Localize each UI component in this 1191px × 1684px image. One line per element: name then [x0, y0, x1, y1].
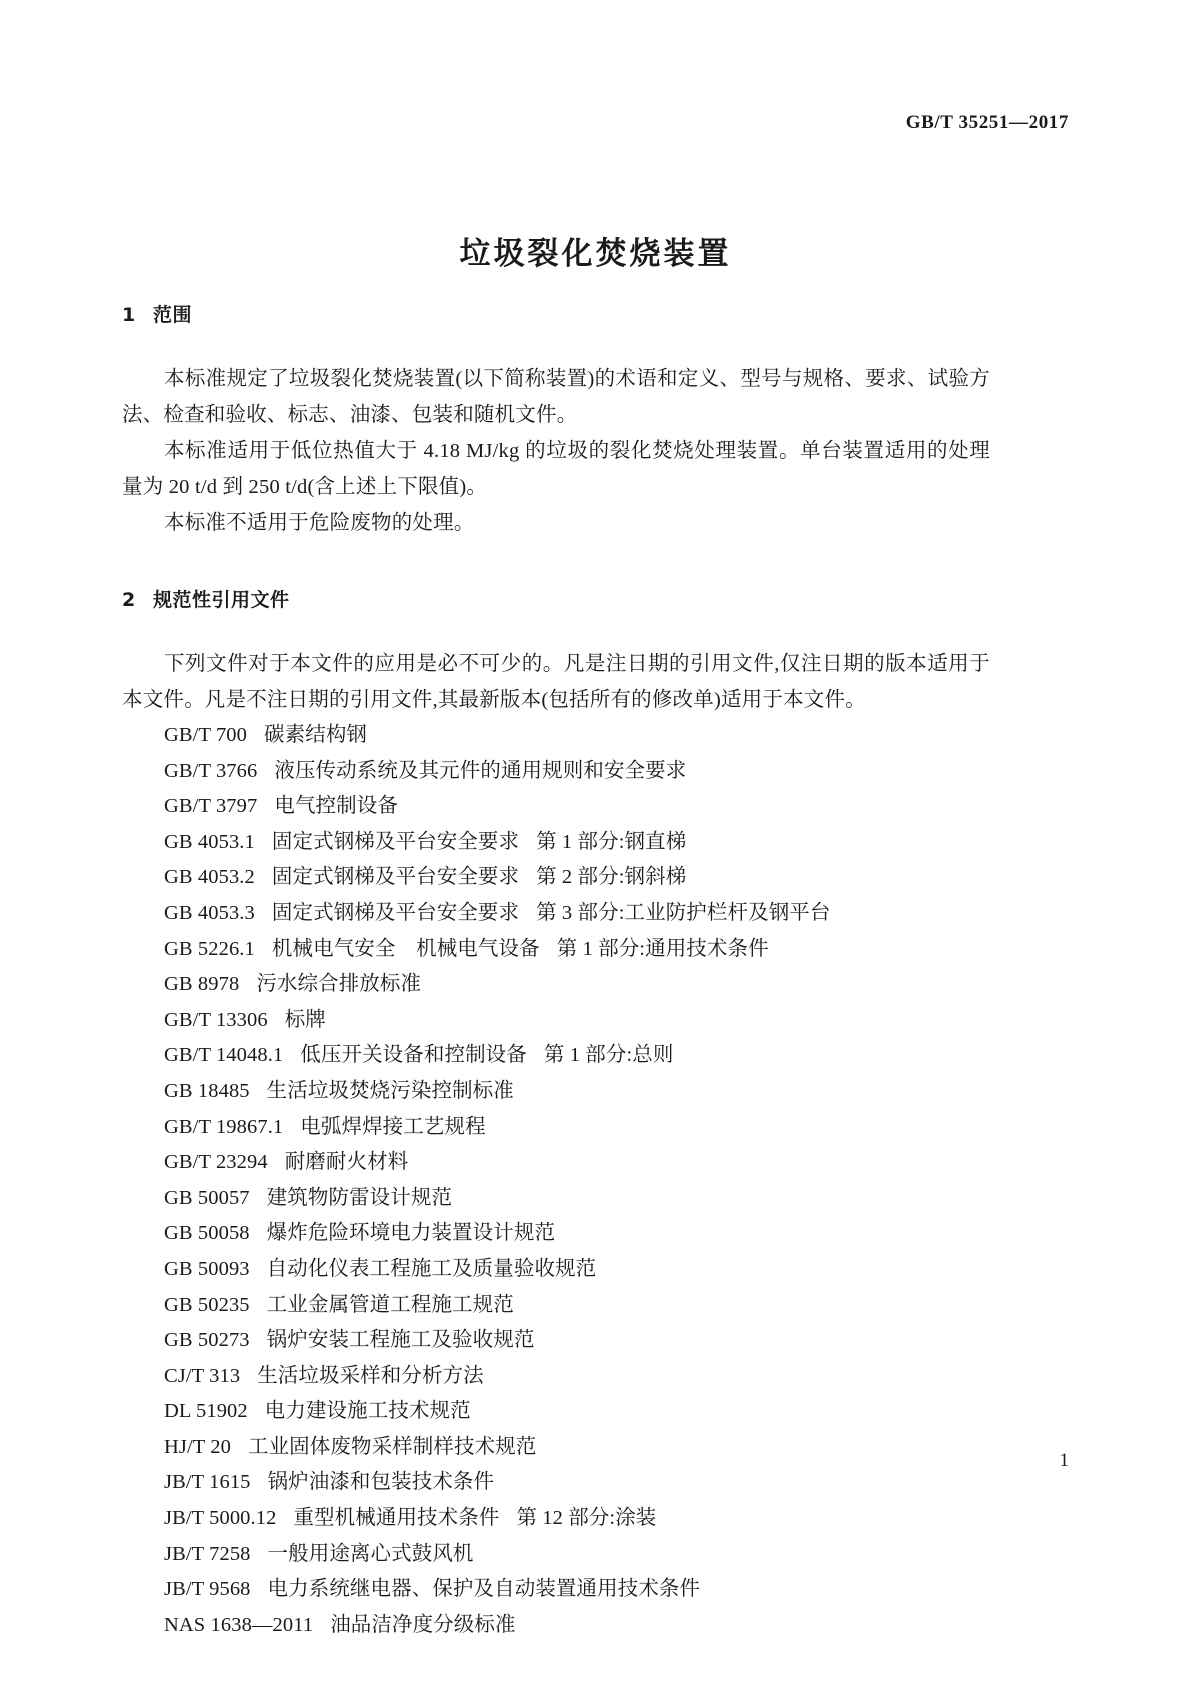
list-item [122, 1181, 990, 1217]
reference-title: 重型机械通用技术条件 [293, 1507, 500, 1530]
reference-title: 耐磨耐火材料 [284, 1151, 409, 1174]
paragraph: 本标准不适用于危险废物的处理。 [164, 512, 475, 534]
reference-code: GB 5226.1 [164, 937, 255, 960]
paragraph: 下列文件对于本文件的应用是必不可少的。凡是注日期的引用文件,仅注日期的版本适用于本文件。凡是不注日期的引用文件,其最新版本(包括所有的修改单)适用于本文件。 [122, 653, 990, 711]
spacer [122, 541, 990, 585]
reference-code: GB/T 700 [164, 724, 248, 746]
reference-title: 锅炉油漆和包装技术条件 [267, 1471, 495, 1494]
normative-reference-list [122, 718, 990, 1643]
paragraph: 本标准规定了垃圾裂化焚烧装置(以下简称装置)的术语和定义、型号与规格、要求、试验方法、检查和验收、标志、油漆、包装和随机文件。 [122, 368, 990, 426]
section-number: 1 [122, 304, 136, 326]
running-header-standard-code: GB/T 35251—2017 [905, 112, 1069, 133]
spacer [122, 327, 990, 361]
reference-title: 固定式钢梯及平台安全要求 [271, 830, 520, 853]
reference-title: 固定式钢梯及平台安全要求 [271, 866, 520, 889]
list-item [122, 1394, 990, 1430]
reference-code: CJ/T 313 [164, 1364, 241, 1387]
list-item [122, 1501, 990, 1537]
reference-code: GB 50058 [164, 1222, 250, 1245]
list-item [122, 1537, 990, 1573]
reference-code: GB/T 13306 [164, 1008, 268, 1031]
list-item [122, 1145, 990, 1181]
reference-code: GB 8978 [164, 973, 240, 996]
list-item [122, 754, 990, 790]
reference-title: 一般用途离心式鼓风机 [267, 1542, 474, 1565]
list-item [122, 825, 990, 861]
reference-part: 第 1 部分:通用技术条件 [556, 937, 769, 960]
list-item [122, 1038, 990, 1074]
paragraph: 本标准适用于低位热值大于 4.18 MJ/kg 的垃圾的裂化焚烧处理装置。单台装置适用的处理量为 20 t/d 到 250 t/d(含上述上下限值)。 [122, 440, 990, 498]
list-item [122, 1430, 990, 1466]
document-content [122, 300, 990, 1643]
reference-code: GB/T 14048.1 [164, 1044, 284, 1067]
page-title: 垃圾裂化焚烧装置 [459, 235, 732, 272]
reference-part: 第 1 部分:钢直梯 [536, 830, 687, 853]
reference-code: GB 18485 [164, 1079, 250, 1102]
reference-code: NAS 1638—2011 [164, 1613, 314, 1636]
reference-title: 油品洁净度分级标准 [330, 1613, 516, 1636]
reference-code: GB 4053.2 [164, 866, 255, 889]
list-item [122, 789, 990, 825]
spacer [122, 612, 990, 646]
list-item [122, 718, 990, 754]
reference-title: 液压传动系统及其元件的通用规则和安全要求 [274, 759, 687, 782]
section-heading-normative-references [122, 585, 990, 612]
list-item [122, 1572, 990, 1608]
reference-code: GB/T 19867.1 [164, 1115, 284, 1138]
reference-title: 污水综合排放标准 [256, 973, 422, 996]
reference-title: 爆炸危险环境电力装置设计规范 [266, 1222, 556, 1245]
list-item [122, 1608, 990, 1644]
list-item [122, 1288, 990, 1324]
list-item [122, 967, 990, 1003]
reference-title: 电力系统继电器、保护及自动装置通用技术条件 [267, 1578, 701, 1601]
reference-part: 第 3 部分:工业防护栏杆及钢平台 [536, 901, 831, 924]
reference-title: 工业金属管道工程施工规范 [266, 1293, 514, 1316]
reference-code: DL 51902 [164, 1400, 248, 1423]
list-item [122, 896, 990, 932]
reference-part: 第 2 部分:钢斜梯 [536, 866, 687, 889]
section-number: 2 [122, 589, 136, 611]
reference-code: GB 4053.1 [164, 830, 255, 853]
reference-code: JB/T 7258 [164, 1542, 251, 1565]
reference-code: HJ/T 20 [164, 1435, 231, 1458]
reference-title: 生活垃圾采样和分析方法 [257, 1364, 484, 1387]
reference-part: 第 1 部分:总则 [543, 1044, 674, 1067]
list-item [122, 1252, 990, 1288]
reference-title: 自动化仪表工程施工及质量验收规范 [266, 1257, 597, 1280]
reference-title: 低压开关设备和控制设备 [300, 1044, 527, 1067]
list-item [122, 1110, 990, 1146]
page-number: 1 [1059, 1450, 1069, 1471]
reference-title: 机械电气安全 机械电气设备 [271, 937, 540, 960]
reference-title: 生活垃圾焚烧污染控制标准 [266, 1079, 514, 1102]
reference-code: GB/T 23294 [164, 1151, 268, 1174]
reference-code: JB/T 9568 [164, 1578, 251, 1601]
reference-title: 标牌 [284, 1008, 326, 1031]
reference-title: 固定式钢梯及平台安全要求 [271, 901, 520, 924]
reference-title: 电力建设施工技术规范 [264, 1400, 471, 1423]
reference-title: 电气控制设备 [274, 795, 398, 818]
reference-code: GB 50273 [164, 1329, 250, 1352]
list-item [122, 1359, 990, 1395]
list-item [122, 1216, 990, 1252]
reference-code: GB/T 3797 [164, 795, 258, 818]
reference-code: GB 50093 [164, 1257, 250, 1280]
reference-code: JB/T 1615 [164, 1471, 251, 1494]
reference-code: JB/T 5000.12 [164, 1507, 277, 1530]
list-item [122, 860, 990, 896]
reference-part: 第 12 部分:涂装 [516, 1507, 657, 1530]
section-title: 范围 [153, 304, 193, 326]
reference-code: GB 50235 [164, 1293, 250, 1316]
reference-title: 锅炉安装工程施工及验收规范 [266, 1329, 535, 1352]
reference-title: 电弧焊焊接工艺规程 [300, 1115, 486, 1138]
list-item [122, 1323, 990, 1359]
reference-title: 工业固体废物采样制样技术规范 [247, 1435, 537, 1458]
list-item [122, 932, 990, 968]
reference-title: 碳素结构钢 [264, 724, 368, 746]
section-title: 规范性引用文件 [153, 589, 290, 611]
list-item [122, 1003, 990, 1039]
reference-code: GB 50057 [164, 1186, 250, 1209]
list-item [122, 1465, 990, 1501]
reference-code: GB 4053.3 [164, 901, 255, 924]
section-heading-scope [122, 300, 990, 327]
list-item [122, 1074, 990, 1110]
reference-title: 建筑物防雷设计规范 [266, 1186, 453, 1209]
reference-code: GB/T 3766 [164, 759, 258, 782]
